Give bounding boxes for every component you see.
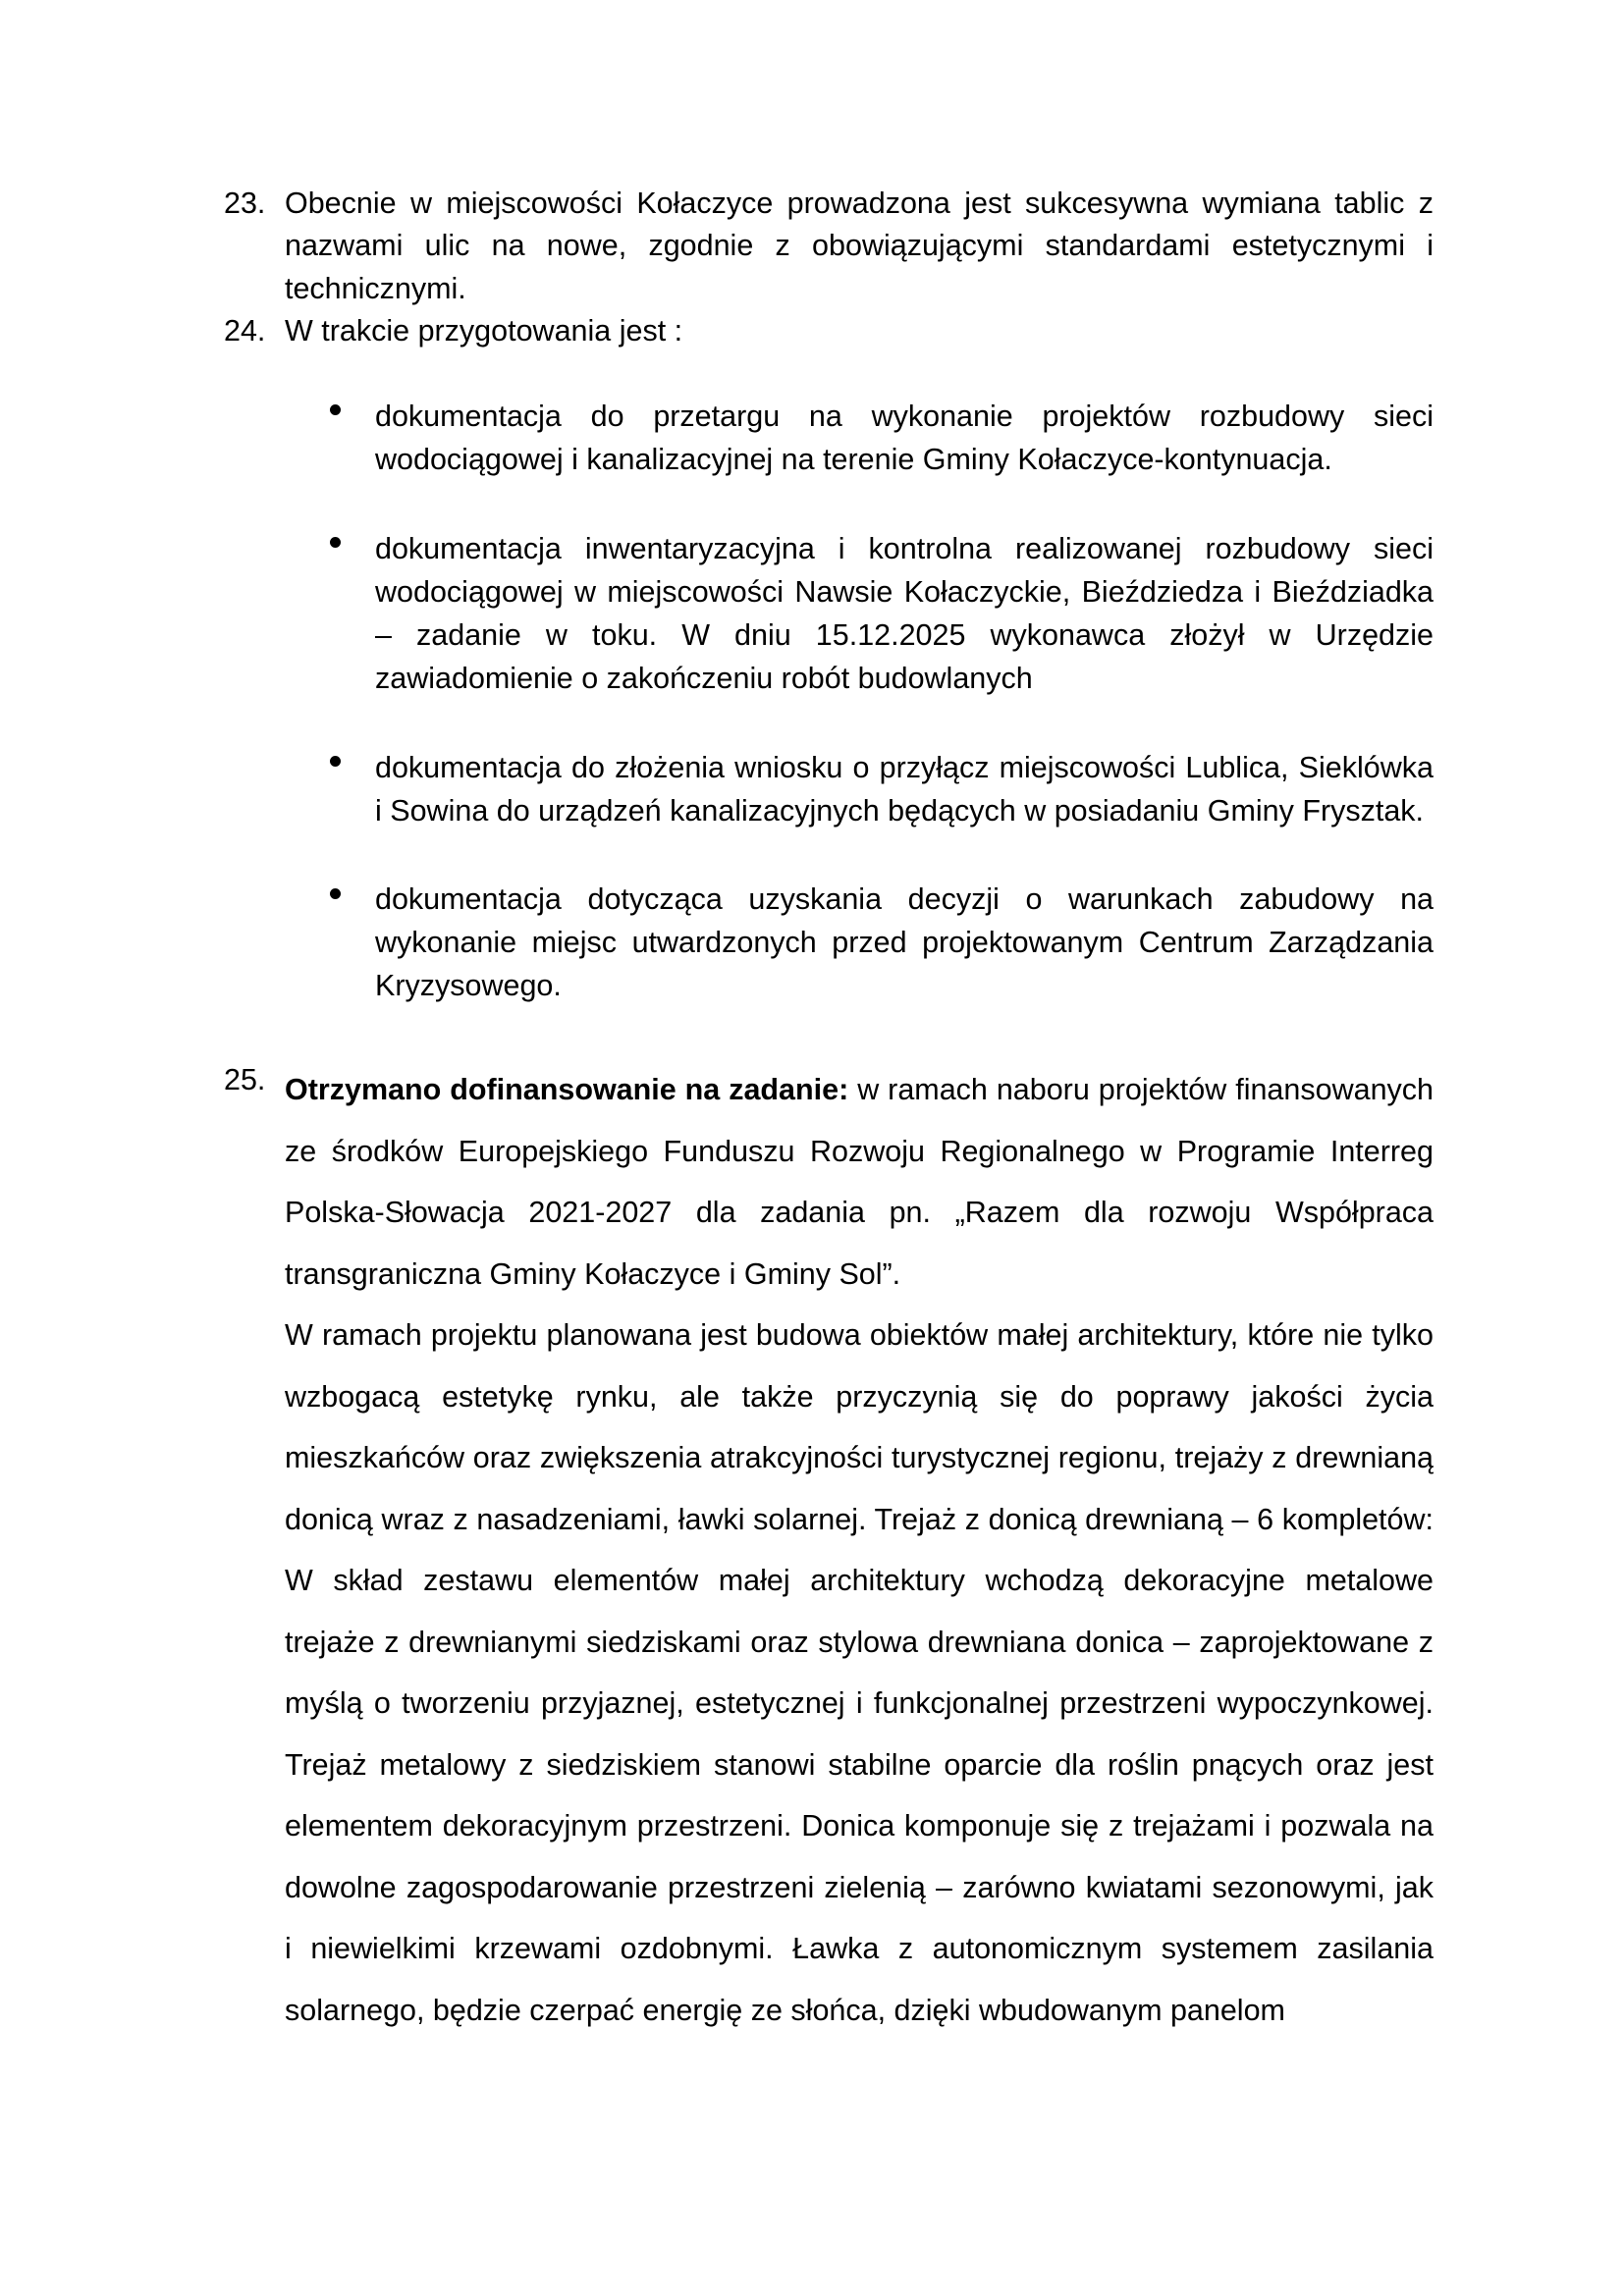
document-content	[224, 183, 1434, 2041]
list-item-25-number: 25.	[224, 1063, 266, 1097]
list-item-24-text: W trakcie przygotowania jest :	[285, 313, 683, 347]
spacer-before-bullets	[224, 352, 1434, 396]
list-item-25-text: w ramach naboru projektów finansowanych ze środków Europejskiego Funduszu Rozwoju Regionalnego w Programie Interreg Polska-Słowacja 2021-2027 dla zadania pn. „Razem dla rozwoju Współpraca transgraniczna Gminy Kołaczyce i Gminy Sol”.	[285, 1073, 1434, 1291]
list-item-24-number: 24.	[224, 313, 266, 347]
list-item-23-text: Obecnie w miejscowości Kołaczyce prowadzona jest sukcesywna wymiana tablic z nazwami ulic na nowe, zgodnie z obowiązującymi standardami estetycznymi i technicznymi.	[285, 187, 1434, 305]
bullet-dot-icon	[330, 404, 341, 415]
spacer-after-bullets	[224, 1008, 1434, 1059]
list-item-25-bold-lead: Otrzymano dofinansowanie na zadanie:	[285, 1073, 849, 1107]
list-item-25	[224, 1059, 1434, 1305]
bullet-dot-icon	[330, 537, 341, 548]
list-item-23	[224, 183, 1434, 310]
bullet-item-documentation-zoning	[224, 879, 1434, 1008]
paragraph-project-description: W ramach projektu planowana jest budowa obiektów małej architektury, które nie tylko wzbogacą estetykę rynku, ale także przyczynią się do poprawy jakości życia mieszkańców oraz zwiększenia atrakcyjności turystycznej regionu, trejaży z drewnianą donicą wraz z nasadzeniami, ławki solarnej. Trejaż z donicą drewnianą – 6 kompletów: W skład zestawu elementów małej architektury wchodzą dekoracyjne metalowe trejaże z drewnianymi siedziskami oraz stylowa drewniana donica – zaprojektowane z myślą o tworzeniu przyjaznej, estetycznej i funkcjonalnej przestrzeni wypoczynkowej. Trejaż metalowy z siedziskiem stanowi stabilne oparcie dla roślin pnących oraz jest elementem dekoracyjnym przestrzeni. Donica komponuje się z trejażami i pozwala na dowolne zagospodarowanie przestrzeni zielenią – zarówno kwiatami sezonowymi, jak i niewielkimi krzewami ozdobnymi. Ławka z autonomicznym systemem zasilania solarnego, będzie czerpać energię ze słońca, dzięki wbudowanym panelom	[285, 1318, 1434, 2027]
bullet-item-text: dokumentacja do złożenia wniosku o przyłącz miejscowości Lublica, Sieklówka i Sowina do urządzeń kanalizacyjnych będących w posiadaniu Gminy Frysztak.	[375, 750, 1434, 828]
bullet-item-text: dokumentacja dotycząca uzyskania decyzji o warunkach zabudowy na wykonanie miejsc utwardzonych przed projektowanym Centrum Zarządzania Kryzysowego.	[375, 882, 1434, 1003]
bullet-item-text: dokumentacja do przetargu na wykonanie projektów rozbudowy sieci wodociągowej i kanalizacyjnej na terenie Gminy Kołaczyce-kontynuacja.	[375, 400, 1434, 477]
bullet-dot-icon	[330, 888, 341, 899]
bullet-item-documentation-tender	[224, 396, 1434, 482]
list-item-23-number: 23.	[224, 187, 266, 220]
numbered-list-item-25	[224, 1059, 1434, 1305]
bullet-item-documentation-application	[224, 747, 1434, 833]
numbered-list-top	[224, 183, 1434, 352]
bullet-dot-icon	[330, 756, 341, 767]
bullet-list	[224, 396, 1434, 1008]
bullet-item-documentation-inventory	[224, 528, 1434, 701]
bullet-item-text: dokumentacja inwentaryzacyjna i kontrolna realizowanej rozbudowy sieci wodociągowej w miejscowości Nawsie Kołaczyckie, Bieździedza i Bieździadka – zadanie w toku. W dniu 15.12.2025 wykonawca złożył w Urzędzie zawiadomienie o zakończeniu robót budowlanych	[375, 532, 1434, 695]
list-item-24	[224, 310, 1434, 352]
